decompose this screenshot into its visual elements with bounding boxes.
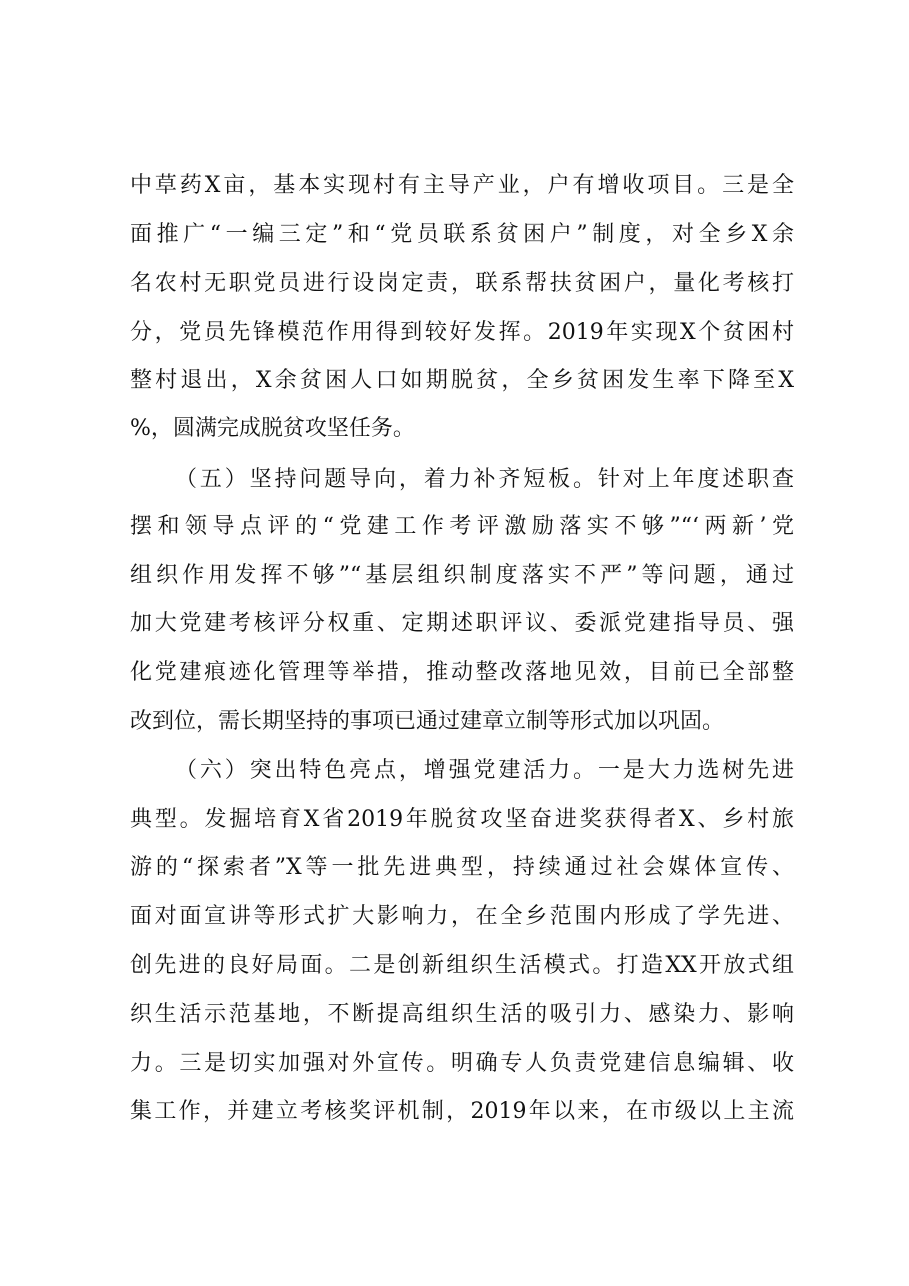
text-line: 化党建痕迹化管理等举措，推动整改落地见效，目前已全部整 [130,660,794,685]
text-line: 力。三是切实加强对外宣传。明确专人负责党建信息编辑、收 [130,1051,794,1076]
text-line: 创先进的良好局面。二是创新组织生活模式。打造XX开放式组 [130,953,794,978]
paragraph-heading-line: （六）突出特色亮点，增强党建活力。一是大力选树先进 [175,758,794,783]
text-line: 整村退出，X余贫困人口如期脱贫，全乡贫困发生率下降至X [130,368,794,393]
text-line: 加大党建考核评分权重、定期述职评议、委派党建指导员、强 [130,611,794,636]
text-line: 组织作用发挥不够”“基层组织制度落实不严”等问题，通过 [130,563,794,588]
paragraph-heading-line: （五）坚持问题导向，着力补齐短板。针对上年度述职查 [175,467,794,492]
text-line: %，圆满完成脱贫攻坚任务。 [130,416,415,441]
text-line: 中草药X亩，基本实现村有主导产业，户有增收项目。三是全 [130,173,794,198]
text-line: 面对面宣讲等形式扩大影响力，在全乡范围内形成了学先进、 [130,904,794,929]
text-line: 摆和领导点评的“党建工作考评激励落实不够”“‘两新’党 [130,514,794,539]
text-line: 集工作，并建立考核奖评机制，2019年以来，在市级以上主流 [130,1099,794,1124]
text-line: 典型。发掘培育X省2019年脱贫攻坚奋进奖获得者X、乡村旅 [130,807,794,832]
text-line: 游的“探索者”X等一批先进典型，持续通过社会媒体宣传、 [130,855,794,880]
text-line: 名农村无职党员进行设岗定责，联系帮扶贫困户，量化考核打 [130,271,794,296]
text-line: 改到位，需长期坚持的事项已通过建章立制等形式加以巩固。 [130,709,725,734]
text-line: 织生活示范基地，不断提高组织生活的吸引力、感染力、影响 [130,1002,794,1027]
text-line: 面推广“一编三定”和“党员联系贫困户”制度，对全乡X余 [130,222,794,247]
text-line: 分，党员先锋模范作用得到较好发挥。2019年实现X个贫困村 [130,320,794,345]
